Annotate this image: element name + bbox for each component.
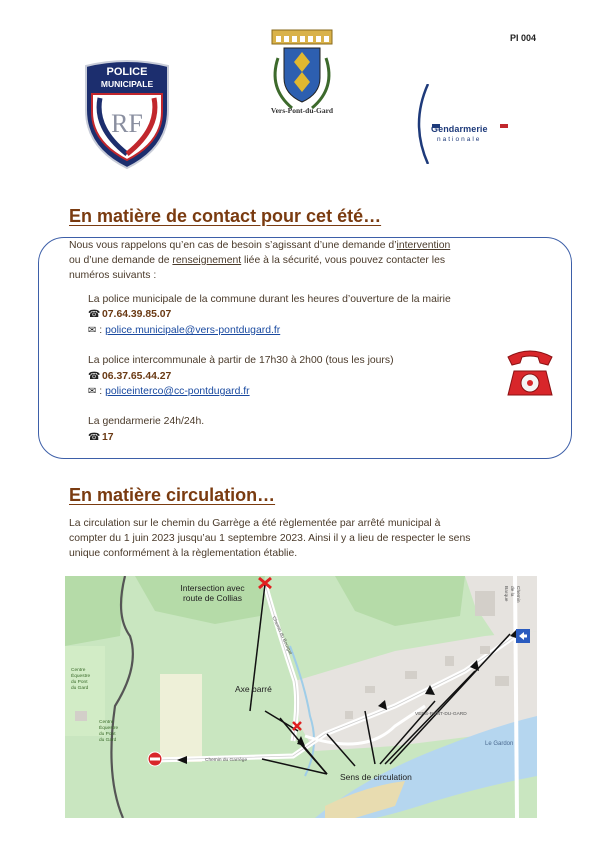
intervention-word: intervention — [396, 240, 451, 251]
road-bourgat-label: Chemin du Bourgat — [270, 616, 293, 656]
centre-1-line3: du Pont — [71, 680, 88, 685]
municipal-email-prefix: : — [96, 325, 106, 336]
intercommunal-phone[interactable]: 06.37.65.44.27 — [102, 371, 172, 382]
municipal-police-label: La police municipale de la commune durant les heures d’ouverture de la mairie — [88, 294, 451, 305]
police-logo-monogram: RF — [111, 109, 143, 138]
town-name: Vers-Pont-du-Gard — [270, 106, 334, 115]
gendarmerie-title: Gendarmerie — [431, 124, 488, 134]
contact-intro-line3: numéros suivants : — [69, 270, 157, 281]
centre-1-line1: Centre — [71, 668, 86, 673]
centre-2-line2: Équestre — [99, 726, 119, 731]
intercommunal-email-row — [88, 386, 250, 397]
centre-equestre-label-2 — [99, 720, 118, 744]
intercommunal-email-link[interactable]: policeinterco@cc-pontdugard.fr — [105, 386, 250, 397]
traffic-text-line1: La circulation sur le chemin du Garrège a été règlementée par arrêté municipal à — [69, 518, 441, 529]
gendarmerie-subtitle: nationale — [437, 136, 482, 143]
phone-icon: ☎ — [88, 432, 101, 443]
document-reference: PI 004 — [510, 33, 537, 43]
red-telephone-icon — [500, 345, 560, 405]
municipal-phone[interactable]: 07.64.39.85.07 — [102, 309, 172, 320]
contact-intro-line1 — [69, 240, 450, 251]
axe-barre-label: Axe barré — [235, 684, 272, 694]
gendarmerie-phone[interactable]: 17 — [102, 432, 114, 443]
gendarmerie-phone-row — [88, 432, 114, 443]
intersection-label-line1: Intersection avec — [180, 583, 245, 593]
centre-2-line4: du Gard — [99, 738, 117, 743]
river-label: Le Gardon — [485, 741, 514, 747]
phone-icon: ☎ — [88, 309, 101, 320]
sens-circulation-label: Sens de circulation — [340, 772, 412, 782]
envelope-icon: ✉ — [88, 325, 97, 336]
phone-icon: ☎ — [88, 371, 101, 382]
municipal-phone-row — [88, 309, 171, 320]
police-municipale-logo — [82, 58, 172, 170]
road-barque-label: Chemin de la Barque — [503, 586, 520, 603]
barrier-cross-icon — [291, 720, 303, 732]
centre-1-line4: du Gard — [71, 686, 89, 691]
map-background — [65, 576, 537, 818]
town-crest-logo — [262, 28, 342, 118]
intersection-label-line2: route de Collias — [182, 593, 243, 603]
one-way-sign-icon — [516, 629, 530, 643]
traffic-text-line3: unique conformément à la règlementation établie. — [69, 548, 298, 559]
centre-2-line1: Centre — [99, 720, 114, 725]
gendarmerie-label: La gendarmerie 24h/24h. — [88, 416, 205, 427]
municipal-email-link[interactable]: police.municipale@vers-pontdugard.fr — [105, 325, 281, 336]
intersection-label — [165, 583, 260, 603]
contact-intro-text2: ou d’une demande de — [69, 255, 173, 266]
traffic-map — [65, 576, 537, 818]
traffic-text-line2: compter du 1 juin 2023 jusqu’au 1 septembre 2023. Ainsi il y a lieu de respecter le sens — [69, 533, 471, 544]
renseignement-word: renseignement — [172, 255, 242, 266]
centre-1-line2: Équestre — [71, 674, 91, 679]
intercommunal-email-prefix: : — [96, 386, 106, 397]
envelope-icon: ✉ — [88, 386, 97, 397]
police-logo-line2: MUNICIPALE — [100, 79, 154, 89]
no-entry-icon — [147, 751, 163, 767]
centre-equestre-label-1 — [71, 668, 90, 692]
centre-2-line3: du Pont — [99, 732, 116, 737]
contact-intro-text1: Nous vous rappelons qu’en cas de besoin s’agissant d’une demande d’ — [69, 240, 397, 251]
intercommunal-police-label: La police intercommunale à partir de 17h30 à 2h00 (tous les jours) — [88, 355, 394, 366]
contact-intro-text3: liée à la sécurité, vous pouvez contacter les — [241, 255, 446, 266]
road-garrege-label: Chemin du Garrège — [205, 758, 248, 763]
municipal-email-row — [88, 325, 280, 336]
contact-section-title: En matière de contact pour cet été… — [69, 206, 382, 226]
police-logo-line1: POLICE — [106, 66, 148, 78]
intercommunal-phone-row — [88, 371, 171, 382]
traffic-section-title: En matière circulation… — [69, 485, 276, 505]
contact-intro-line2 — [69, 255, 445, 266]
place-label: VERS-PONT-DU-GARD — [415, 712, 467, 717]
